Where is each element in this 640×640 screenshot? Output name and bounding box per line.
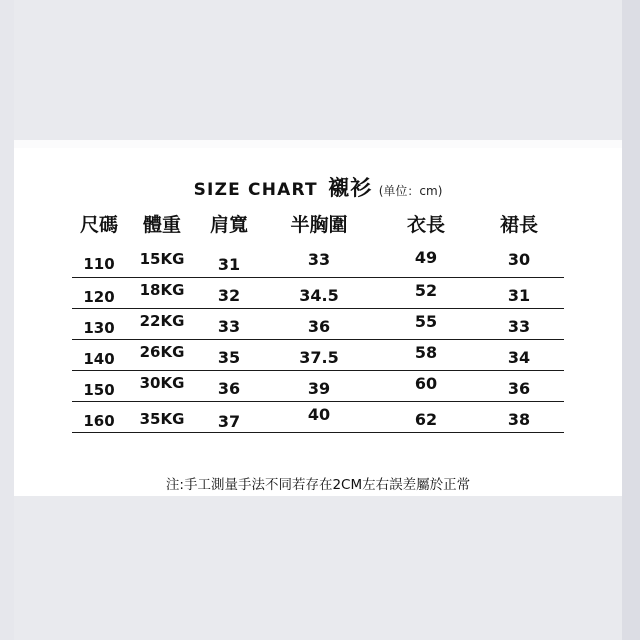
table-row — [72, 371, 564, 402]
cell-half-chest — [260, 340, 378, 371]
size-chart-table — [72, 210, 564, 433]
table-row — [72, 340, 564, 371]
cell-weight-value: 26KG — [139, 343, 185, 361]
cell-size — [72, 371, 126, 402]
cell-shoulder — [198, 371, 260, 402]
cell-half-chest — [260, 371, 378, 402]
cell-skirt-length — [474, 340, 564, 371]
cell-skirt-length — [474, 371, 564, 402]
cell-half-chest-value: 36 — [307, 316, 331, 336]
column-header-skirt-length: 裙長 — [499, 214, 538, 236]
cell-skirt-length — [474, 247, 564, 278]
cell-size — [72, 278, 126, 309]
cell-skirt-length-value: 38 — [507, 409, 531, 429]
cell-weight-value: 18KG — [139, 281, 185, 299]
cell-shoulder-value: 32 — [217, 285, 241, 305]
chart-title — [14, 172, 622, 202]
column-header-length: 衣長 — [406, 214, 445, 236]
cell-size — [72, 340, 126, 371]
cell-shoulder — [198, 247, 260, 278]
cell-shoulder — [198, 402, 260, 433]
cell-length-value: 60 — [414, 373, 438, 393]
cell-size-value: 130 — [83, 319, 115, 337]
cell-weight — [126, 278, 198, 309]
cell-half-chest-value: 34.5 — [299, 285, 339, 305]
cell-skirt-length-value: 33 — [507, 316, 531, 336]
size-chart-card — [14, 148, 622, 496]
cell-length — [378, 247, 474, 278]
cell-weight-value: 30KG — [139, 374, 185, 392]
cell-half-chest — [260, 278, 378, 309]
table-row — [72, 247, 564, 278]
cell-weight-value: 35KG — [139, 410, 185, 428]
cell-size-value: 150 — [83, 381, 115, 399]
cell-shoulder — [198, 340, 260, 371]
cell-weight — [126, 309, 198, 340]
cell-length-value: 49 — [414, 247, 438, 267]
cell-shoulder-value: 33 — [217, 316, 241, 336]
cell-half-chest-value: 37.5 — [299, 347, 339, 367]
cell-length — [378, 309, 474, 340]
chart-title-garment: 襯衫 — [328, 176, 373, 200]
column-header-size: 尺碼 — [79, 214, 118, 236]
measurement-note: 注:手工測量手法不同若存在2CM左右誤差屬於正常 — [165, 477, 471, 493]
cell-shoulder-value: 35 — [217, 347, 241, 367]
cell-shoulder — [198, 278, 260, 309]
cell-shoulder-value: 36 — [217, 378, 241, 398]
cell-half-chest-value: 39 — [307, 378, 331, 398]
cell-weight — [126, 340, 198, 371]
cell-size — [72, 309, 126, 340]
cell-half-chest — [260, 247, 378, 278]
cell-length — [378, 402, 474, 433]
cell-length-value: 62 — [414, 409, 438, 429]
cell-length — [378, 340, 474, 371]
cell-weight — [126, 247, 198, 278]
chart-title-unit: (单位：cm) — [378, 184, 443, 198]
column-header-weight: 體重 — [142, 214, 181, 236]
cell-size-value: 110 — [83, 255, 115, 273]
cell-skirt-length — [474, 278, 564, 309]
cell-length-value: 55 — [414, 311, 438, 331]
cell-shoulder — [198, 309, 260, 340]
cell-skirt-length — [474, 309, 564, 340]
cell-shoulder-value: 31 — [217, 254, 241, 274]
cell-size-value: 120 — [83, 288, 115, 306]
page-right-margin — [622, 0, 640, 640]
cell-skirt-length — [474, 402, 564, 433]
cell-half-chest-value: 40 — [307, 404, 331, 424]
column-header-half-chest: 半胸圍 — [290, 214, 348, 236]
cell-weight — [126, 402, 198, 433]
column-header-shoulder: 肩寬 — [209, 214, 248, 236]
cell-half-chest-value: 33 — [307, 249, 331, 269]
cell-size-value: 160 — [83, 412, 115, 430]
cell-half-chest — [260, 402, 378, 433]
cell-length — [378, 278, 474, 309]
chart-title-main: SIZE CHART — [193, 180, 318, 200]
table-header-row — [72, 210, 564, 247]
cell-weight-value: 22KG — [139, 312, 185, 330]
cell-skirt-length-value: 30 — [507, 249, 531, 269]
cell-skirt-length-value: 34 — [507, 347, 531, 367]
cell-length — [378, 371, 474, 402]
cell-size — [72, 402, 126, 433]
table-row — [72, 402, 564, 433]
cell-shoulder-value: 37 — [217, 411, 241, 431]
cell-size — [72, 247, 126, 278]
cell-length-value: 52 — [414, 280, 438, 300]
cell-skirt-length-value: 31 — [507, 285, 531, 305]
cell-skirt-length-value: 36 — [507, 378, 531, 398]
cell-weight-value: 15KG — [139, 250, 185, 268]
page-left-margin — [0, 0, 14, 640]
table-row — [72, 278, 564, 309]
cell-size-value: 140 — [83, 350, 115, 368]
table-row — [72, 309, 564, 340]
cell-half-chest — [260, 309, 378, 340]
cell-weight — [126, 371, 198, 402]
cell-length-value: 58 — [414, 342, 438, 362]
